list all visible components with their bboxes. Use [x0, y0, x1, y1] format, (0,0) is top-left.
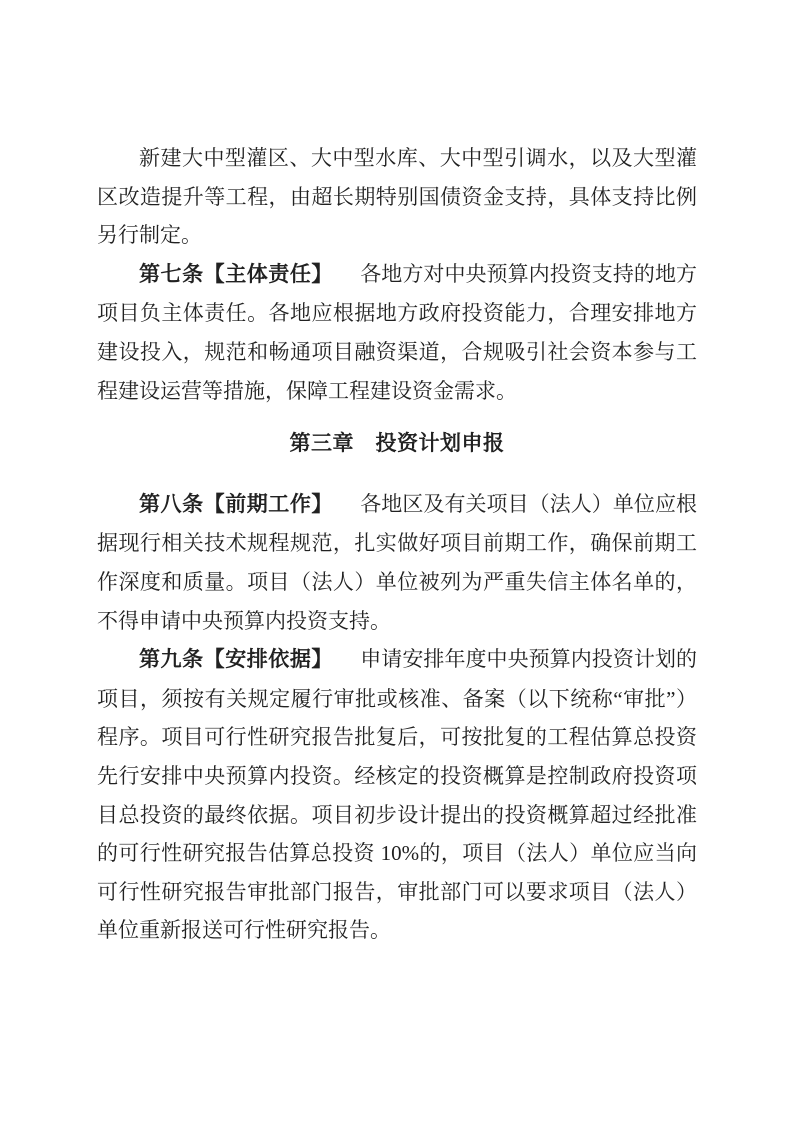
paragraph-article-8: [97, 485, 697, 640]
document-content: [97, 139, 697, 950]
article-7-body: 各地方对中央预算内投资支持的地方项目负主体责任。各地应根据地方政府投资能力，合理安排地方建设投入，规范和畅通项目融资渠道，合规吸引社会资本参与工程建设运营等措施，保障工程建设资金需求。: [97, 261, 698, 403]
paragraph-debt-support: 新建大中型灌区、大中型水库、大中型引调水，以及大型灌区改造提升等工程，由超长期特别国债资金支持，具体支持比例另行制定。: [97, 146, 697, 248]
article-9-lead: 第九条【安排依据】: [139, 648, 333, 672]
article-9-body: 申请安排年度中央预算内投资计划的项目，须按有关规定履行审批或核准、备案（以下统称“审批”）程序。项目可行性研究报告批复后，可按批复的工程估算总投资先行安排中央预算内投资。经核定的投资概算是控制政府投资项目总投资的最终依据。项目初步设计提出的投资概算超过经批准的可行性研究报告估算总投资 10%的，项目（法人）单位应当向可行性研究报告审批部门报告，审批部门可以要求项目（法人）单位重新报送可行性研究报告。: [97, 647, 698, 943]
article-8-lead: 第八条【前期工作】: [139, 492, 333, 516]
paragraph-article-7: [97, 255, 697, 410]
chapter-3-heading: 第三章 投资计划申报: [289, 432, 505, 456]
paragraph-article-9: [97, 640, 697, 950]
article-7-lead: 第七条【主体责任】: [139, 262, 333, 286]
article-8-body: 各地区及有关项目（法人）单位应根据现行相关技术规程规范，扎实做好项目前期工作，确保前期工作深度和质量。项目（法人）单位被列为严重失信主体名单的，不得申请中央预算内投资支持。: [97, 491, 698, 633]
